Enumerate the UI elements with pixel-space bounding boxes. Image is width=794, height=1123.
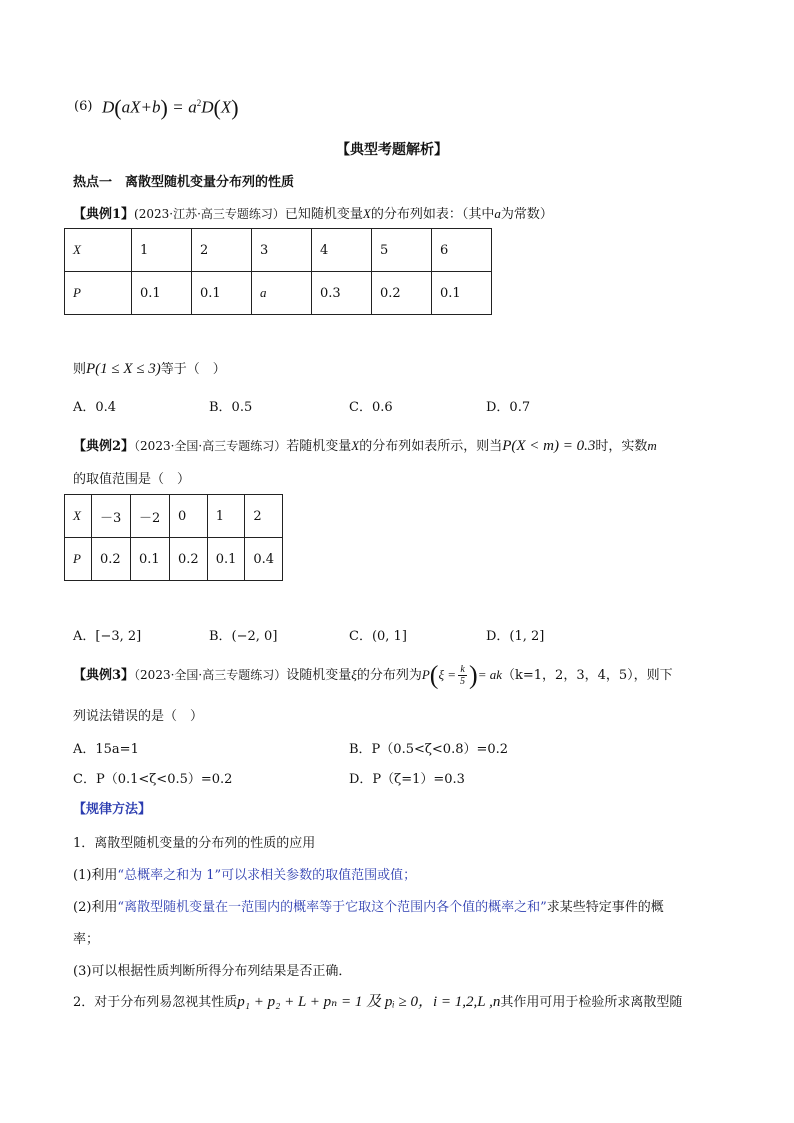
rules-item1-3: (3)可以根据性质判断所得分布列结果是否正确． [73, 964, 352, 979]
table-cell: a [252, 272, 312, 315]
section-title: 【典型考题解析】 [336, 142, 448, 158]
table-cell: 5 [372, 229, 432, 272]
table-cell: －2 [131, 495, 170, 538]
example2-line2: 的取值范围是（ ） [73, 472, 191, 487]
example3-option-b: B．P（0.5<ζ<0.8）=0.2 [349, 742, 509, 757]
example3-fraction [458, 664, 467, 687]
example2-math: P(X < m) = 0.3 [502, 438, 596, 454]
rules-item2-b: 其作用可用于检验所求离散型随 [500, 995, 683, 1010]
example1-option-c: C．0.6 [349, 400, 393, 415]
formula-rhs-pow: 2 [196, 97, 202, 108]
rules-item1: 1．离散型随机变量的分布列的性质的应用 [73, 836, 316, 851]
rules-item1-2-cont: 率； [73, 932, 100, 947]
fraction-denominator: 5 [460, 676, 466, 687]
example1-text-a: 已知随机变量 [284, 207, 363, 222]
rules-item1-1 [73, 864, 416, 883]
table-cell: 0.2 [170, 538, 208, 581]
formula-rhs-arg: X [220, 97, 232, 117]
example2-option-b: B．(−2, 0] [209, 629, 278, 644]
example3-text-c: （k=1，2，3，4，5），则下 [502, 668, 673, 683]
table-cell: －3 [92, 495, 131, 538]
example2-m: m [647, 438, 657, 453]
example1-option-b: B．0.5 [209, 400, 253, 415]
formula-eq: = [173, 97, 183, 117]
table-cell: 3 [252, 229, 312, 272]
example3-stem: 【典例3】（2023·全国·高三专题练习）设随机变量ξ的分布列为P(ξ = $\frac{k}{5}$ )= ak（k=1，2，3，4，5），则下 [73, 660, 673, 690]
example3-option-c: C．P（0.1<ζ<0.5）=0.2 [73, 772, 233, 787]
rules-item1-2 [73, 896, 664, 915]
example1-question-a: 则 [73, 362, 87, 377]
example3-p: P [421, 667, 430, 682]
example1-option-a: A．0.4 [73, 400, 117, 415]
example3-option-d: D．P（ζ=1）=0.3 [349, 772, 465, 787]
table-row [65, 272, 492, 315]
example2-text-a: 若随机变量 [286, 439, 352, 454]
table-cell: 6 [432, 229, 492, 272]
example1-source: (2023·江苏·高三专题练习） [134, 207, 285, 221]
example1-question-math: P(1 ≤ X ≤ 3) [86, 361, 161, 377]
example3-line2: 列说法错误的是（ ） [73, 709, 204, 724]
example1-const: a [494, 206, 501, 221]
example2-table [64, 494, 283, 581]
table-cell: 2 [245, 495, 283, 538]
example1-stem [73, 203, 553, 222]
rules-item1-1-highlight: “总概率之和为 1” [117, 868, 222, 883]
fraction-numerator: k [458, 664, 467, 676]
table-cell: 0.1 [432, 272, 492, 315]
rules-item1-2-c: 求某些特定事件的概 [546, 900, 664, 915]
table-row [65, 538, 283, 581]
example2-text-b: 的分布列如表所示，则当 [359, 439, 503, 454]
example1-question [73, 358, 226, 378]
table-cell: P [65, 538, 92, 581]
variance-formula: $D(aX+b) = a^2D(X)$ [102, 95, 239, 120]
example2-source: （2023·全国·高三专题练习） [134, 439, 287, 453]
example3-text-a: 设随机变量 [286, 668, 352, 683]
rules-item1-2-highlight: “离散型随机变量在一范围内的概率等于它取这个范围内各个值的概率之和” [117, 900, 547, 915]
example1-label: 【典例1】 [73, 207, 135, 222]
example2-label: 【典例2】 [73, 439, 135, 454]
table-cell: 0 [170, 495, 208, 538]
example2-var: X [351, 438, 360, 453]
example1-text-c: 为常数） [500, 207, 553, 222]
table-cell: X [65, 229, 132, 272]
example3-text-b: 的分布列为 [356, 668, 422, 683]
rules-item2 [73, 990, 682, 1011]
example1-text-b: 的分布列如表：（其中 [370, 207, 495, 222]
example1-question-b: 等于（ ） [160, 362, 226, 377]
example1-var: X [362, 206, 371, 221]
table-cell: 1 [132, 229, 192, 272]
formula-lhs-arg: aX+b [121, 97, 161, 117]
example3-xi-eq: ξ = [438, 667, 457, 682]
table-row [65, 495, 283, 538]
table-cell: 2 [192, 229, 252, 272]
table-cell: 0.2 [372, 272, 432, 315]
table-cell: 0.1 [132, 272, 192, 315]
rules-item2-math: p₁ + p₂ + L + pₙ = 1 及 pᵢ ≥ 0，i = 1,2,L ,n [237, 994, 501, 1010]
table-cell: X [65, 495, 92, 538]
table-cell: 0.1 [192, 272, 252, 315]
formula-rhs-d: D [201, 97, 214, 117]
rules-item1-1-c: 可以求相关参数的取值范围或值； [221, 868, 417, 883]
example3-source: （2023·全国·高三专题练习） [134, 668, 287, 682]
example2-stem [73, 435, 657, 455]
table-cell: 0.3 [312, 272, 372, 315]
table-cell: P [65, 272, 132, 315]
example2-option-d: D．(1, 2] [486, 629, 545, 644]
table-cell: 0.2 [92, 538, 131, 581]
table-cell: 1 [207, 495, 245, 538]
table-cell: 0.4 [245, 538, 283, 581]
rules-title: 【规律方法】 [73, 802, 152, 817]
example2-option-a: A．[−3, 2] [73, 629, 142, 644]
rules-item1-2-a: (2)利用 [73, 900, 118, 915]
formula-number: (6) [74, 99, 93, 114]
table-row [65, 229, 492, 272]
hotspot-heading: 热点一 离散型随机变量分布列的性质 [73, 175, 295, 190]
formula-lhs-d: D [102, 97, 115, 117]
table-cell: 0.1 [207, 538, 245, 581]
example3-option-a: A．15a=1 [73, 742, 139, 757]
example3-label: 【典例3】 [73, 668, 135, 683]
example2-text-c: 时，实数 [595, 439, 648, 454]
formula-rhs-a: a [188, 97, 197, 117]
example1-option-d: D．0.7 [486, 400, 531, 415]
table-cell: 0.1 [131, 538, 170, 581]
example1-table [64, 228, 492, 315]
rules-item1-1-a: (1)利用 [73, 868, 118, 883]
example2-option-c: C．(0, 1] [349, 629, 407, 644]
example3-xi: ξ [351, 667, 357, 682]
table-cell: 4 [312, 229, 372, 272]
rules-item2-a: 2．对于分布列易忽视其性质 [73, 995, 238, 1010]
example3-rhs: = ak [477, 667, 503, 682]
